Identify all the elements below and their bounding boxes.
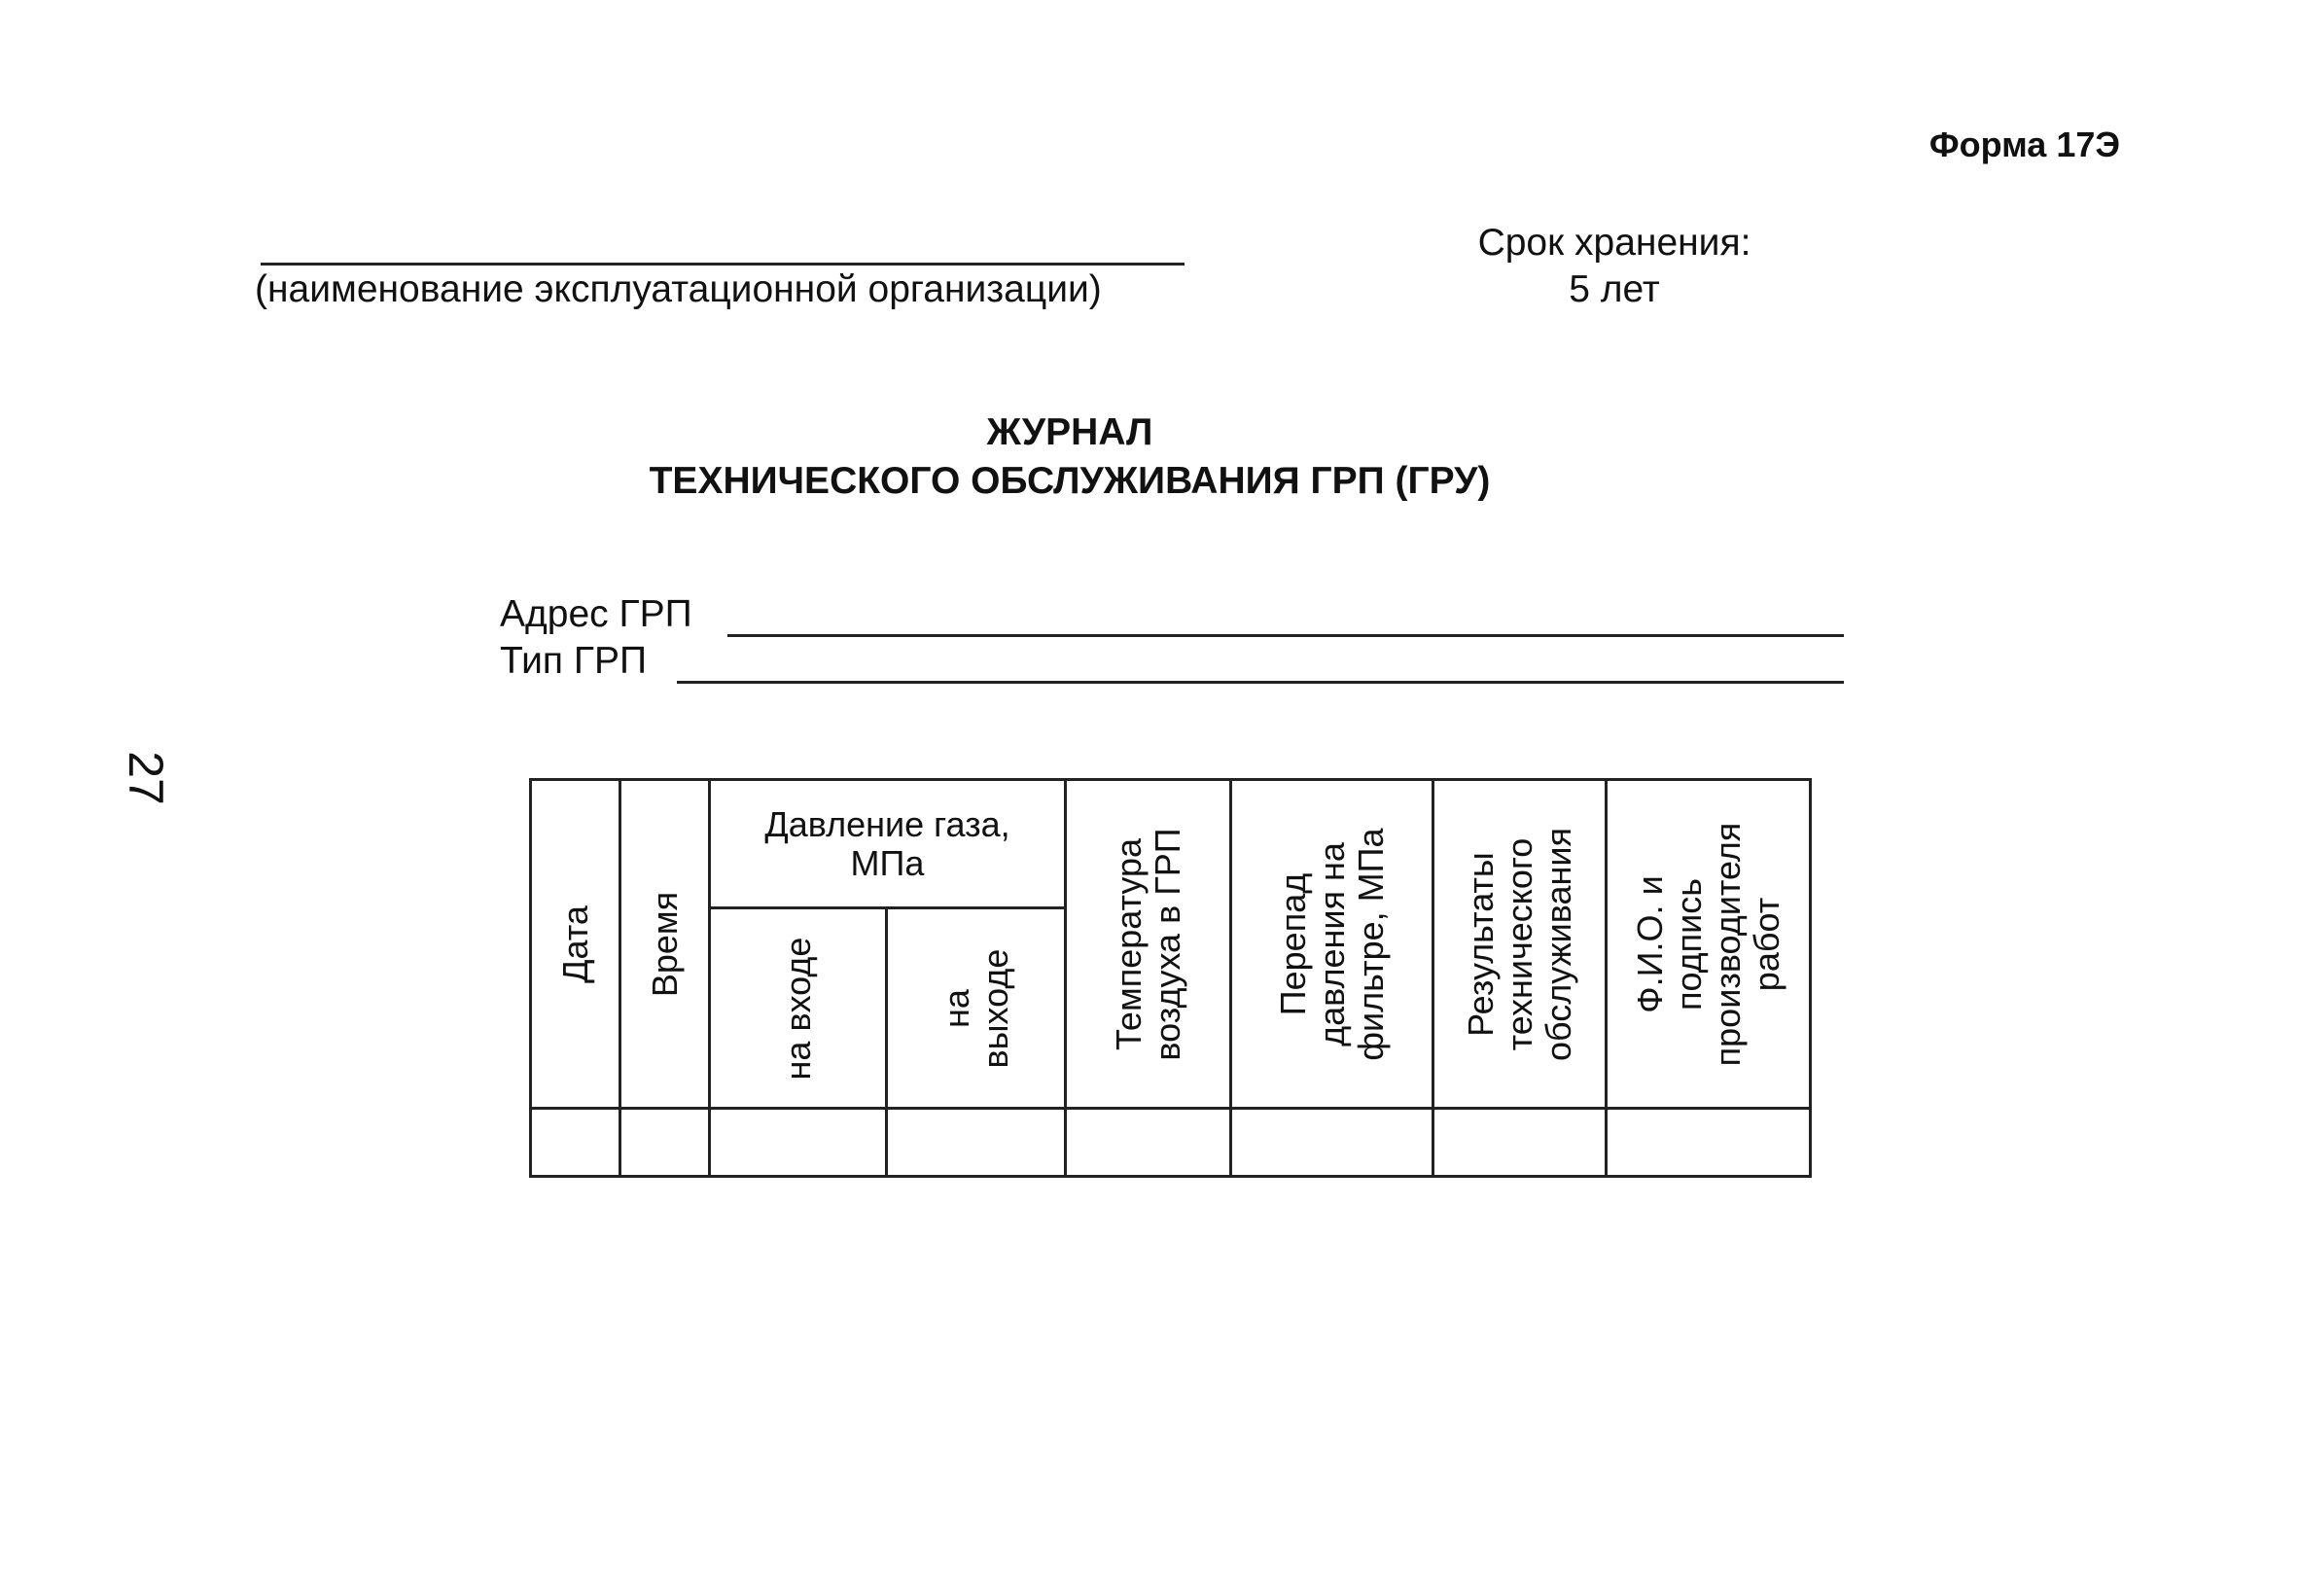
header-date: [531, 780, 620, 1109]
table-cell: [531, 1109, 620, 1177]
organization-name-caption: (наименование эксплуатационной организации): [255, 268, 1102, 310]
page-number: 27: [119, 751, 173, 805]
maintenance-journal-table: [529, 778, 1812, 1178]
type-field-label: Тип ГРП: [500, 640, 648, 682]
header-filter-pressure-drop-label: Перепад давления на фильтре, МПа: [1272, 827, 1391, 1061]
document-title-line-2: ТЕХНИЧЕСКОГО ОБСЛУЖИВАНИЯ ГРП (ГРУ): [649, 460, 1491, 502]
header-outlet-pressure: [887, 908, 1066, 1109]
table-row: [531, 1109, 1811, 1177]
table-cell: [1607, 1109, 1811, 1177]
table-cell: [1066, 1109, 1231, 1177]
header-worker-signature-label: Ф.И.О. и подпись производителя работ: [1629, 822, 1786, 1066]
header-time: [620, 780, 710, 1109]
header-gas-pressure-label: Давление газа, МПа: [764, 803, 1010, 883]
retention-period-value: 5 лет: [1569, 268, 1660, 310]
header-maintenance-results-label: Результаты технического обслуживания: [1460, 827, 1578, 1061]
header-outlet-pressure-label: на выходе: [936, 948, 1015, 1068]
address-field-line: [727, 634, 1844, 637]
address-field-label: Адрес ГРП: [500, 593, 692, 635]
header-time-label: Время: [644, 891, 685, 997]
document-title-line-1: ЖУРНАЛ: [986, 411, 1153, 453]
form-number: Форма 17Э: [1928, 124, 2120, 164]
header-air-temperature-label: Температура воздуха в ГРП: [1108, 827, 1187, 1061]
header-filter-pressure-drop: [1231, 780, 1433, 1109]
organization-name-line: [261, 263, 1185, 266]
table-cell: [887, 1109, 1066, 1177]
header-worker-signature: [1607, 780, 1811, 1109]
retention-period-label: Срок хранения:: [1477, 222, 1751, 264]
document-title: [584, 408, 1556, 506]
header-maintenance-results: [1433, 780, 1607, 1109]
table-cell: [1231, 1109, 1433, 1177]
header-inlet-pressure-label: на входе: [777, 937, 818, 1080]
header-date-label: Дата: [554, 904, 595, 983]
header-gas-pressure: [710, 780, 1066, 908]
header-inlet-pressure: [710, 908, 887, 1109]
table-cell: [1433, 1109, 1607, 1177]
table-cell: [620, 1109, 710, 1177]
type-field-line: [677, 681, 1844, 684]
header-air-temperature: [1066, 780, 1231, 1109]
table-cell: [710, 1109, 887, 1177]
